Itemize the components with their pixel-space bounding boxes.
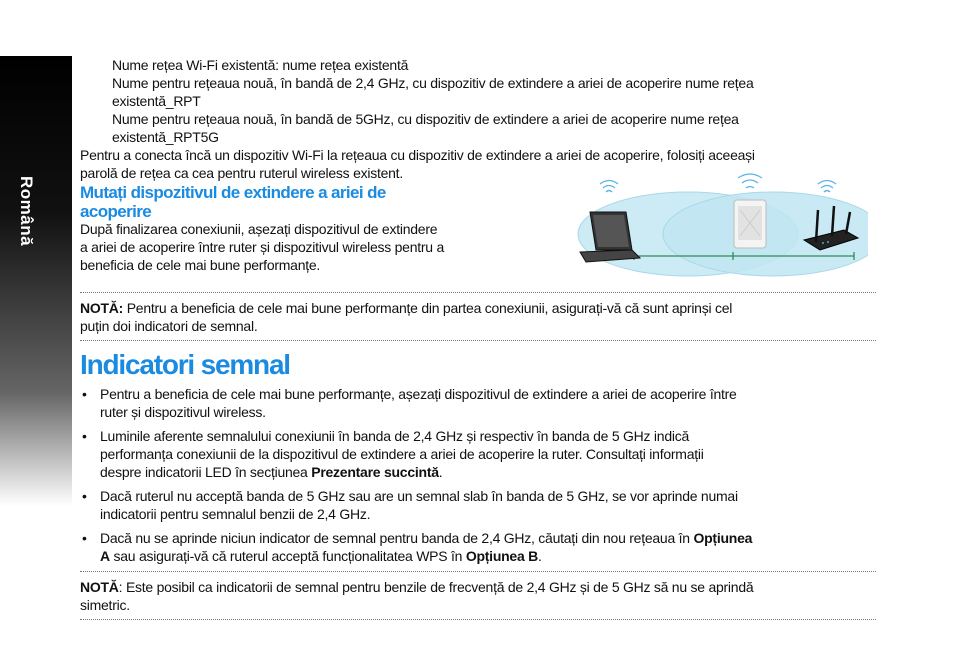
page-content [80, 56, 876, 620]
move-section-heading [80, 182, 520, 223]
wifi-signal-icon [738, 174, 762, 188]
wifi-signal-icon [600, 181, 618, 193]
section-reference: Prezentare succintă [311, 464, 439, 480]
note-label: NOTĂ [80, 579, 119, 595]
list-item [80, 529, 876, 565]
move-heading-line: acoperire [80, 202, 152, 221]
list-item-text: performanța conexiunii de la dispozitivul de extindere a ariei de acoperire la ruter. Consultați informații [100, 446, 704, 462]
connect-paragraph-line: parolă de rețea ca cea pentru ruterul wireless existent. [80, 165, 403, 181]
note-label: NOTĂ: [80, 300, 124, 316]
network-name-line: Nume rețea Wi-Fi existentă: nume rețea existentă [112, 57, 409, 73]
move-body-line: După finalizarea conexiunii, așezați dispozitivul de extindere [80, 221, 438, 237]
connect-paragraph-line: Pentru a conecta încă un dispozitiv Wi-Fi la rețeaua cu dispozitiv de extindere a ariei de acoperire, folosiți aceeași [80, 147, 755, 163]
move-section [80, 182, 876, 292]
move-body-line: a ariei de acoperire între ruter și dispozitivul wireless pentru a [80, 239, 445, 255]
move-heading-line: Mutați dispozitivul de extindere a ariei de [80, 183, 386, 202]
note-box [80, 572, 876, 619]
list-item-text: • Luminile aferente semnalului conexiunii în banda de 2,4 GHz și respectiv în banda de 5 GHz indică [100, 428, 689, 444]
option-reference: A [100, 548, 110, 564]
list-item-text: . [538, 548, 542, 564]
option-reference: Opțiunea [693, 530, 753, 546]
divider [80, 619, 876, 620]
list-item-text: Dacă nu se aprinde niciun indicator de semnal pentru banda de 2,4 GHz, căutați din nou rețeaua în [100, 530, 694, 546]
option-reference: Opțiunea B [465, 548, 538, 564]
list-item [80, 385, 876, 421]
list-item [80, 427, 876, 481]
network-name-line: existentă_RPT [112, 93, 201, 109]
list-item-text: . [438, 464, 443, 480]
language-side-tab [0, 56, 72, 506]
wifi-signal-icon [818, 181, 836, 193]
list-item [80, 487, 876, 523]
list-item-text: indicatorii pentru semnalul benzii de 2,4 GHz. [100, 506, 371, 522]
note-box [80, 293, 876, 340]
list-item-text: • Pentru a beneficia de cele mai bune performanțe, așezați dispozitivul de extindere a ariei de acoperire între [100, 386, 737, 402]
placement-illustration [528, 172, 868, 282]
move-body-line: beneficia de cele mai bune performanțe. [80, 257, 321, 273]
network-name-line: Nume pentru rețeaua nouă, în bandă de 2,4 GHz, cu dispozitiv de extindere a ariei de acoperire nume rețea [112, 75, 754, 91]
signal-bullet-list [80, 385, 876, 565]
list-item-text: • Dacă ruterul nu acceptă banda de 5 GHz sau are un semnal slab în banda de 5 GHz, se vor aprinde numai [100, 488, 738, 504]
network-name-line: existentă_RPT5G [112, 129, 219, 145]
list-item-text: sau asigurați-vă că ruterul acceptă funcționalitatea WPS în [109, 548, 466, 564]
range-extender-icon [734, 200, 766, 248]
divider [80, 340, 876, 341]
note-text: simetric. [80, 597, 130, 613]
list-item-text: ruter și dispozitivul wireless. [100, 404, 266, 420]
language-label: Română [17, 176, 36, 247]
note-text: puțin doi indicatori de semnal. [80, 318, 258, 334]
note-text: Pentru a beneficia de cele mai bune performanțe din partea conexiunii, asigurați-vă că sunt aprinși cel [123, 300, 733, 316]
note-text: : Este posibil ca indicatorii de semnal pentru benzile de frecvență de 2,4 GHz și de 5 GHz să nu se aprindă [118, 579, 754, 595]
list-item-text: despre indicatorii LED în secțiunea [100, 464, 312, 480]
signal-section-heading: Indicatori semnal [80, 349, 290, 380]
network-name-line: Nume pentru rețeaua nouă, în bandă de 5GHz, cu dispozitiv de extindere a ariei de acoperire nume rețea [112, 111, 739, 127]
